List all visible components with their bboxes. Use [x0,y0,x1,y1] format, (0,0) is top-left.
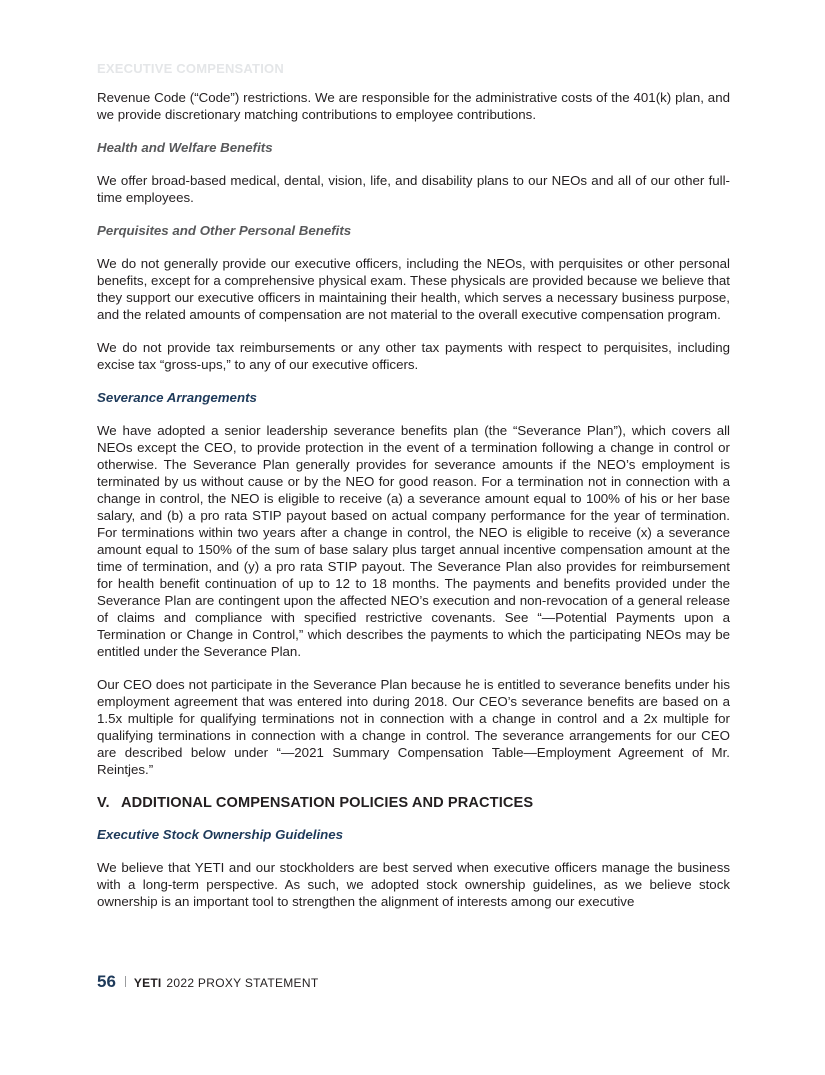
page-number: 56 [97,972,116,991]
footer-document-title: 2022 PROXY STATEMENT [166,976,319,990]
paragraph-health-welfare: We offer broad-based medical, dental, vision, life, and disability plans to our NEOs and all of our other full-time employees. [97,173,730,205]
heading-perquisites: Perquisites and Other Personal Benefits [97,223,352,238]
running-head: EXECUTIVE COMPENSATION [97,61,284,76]
footer-brand: YETI [133,976,162,990]
page-footer [97,972,318,992]
heading-stock-ownership: Executive Stock Ownership Guidelines [97,827,344,842]
paragraph-stock-ownership: We believe that YETI and our stockholders are best served when executive officers manage the business with a long-term perspective. As such, we adopted stock ownership guidelines, as we believe stock ownership is an important tool to strengthen the alignment of interests among our executive [97,860,730,909]
paragraph-401k-continued: Revenue Code (“Code”) restrictions. We are responsible for the administrative costs of the 401(k) plan, and we provide discretionary matching contributions to employee contributions. [97,90,730,122]
section-heading-additional-policies [97,794,730,812]
paragraph-tax-reimbursements: We do not provide tax reimbursements or any other tax payments with respect to perquisites, including excise tax “gross-ups,” to any of our executive officers. [97,340,730,372]
paragraph-perquisites: We do not generally provide our executive officers, including the NEOs, with perquisites or other personal benefits, except for a comprehensive physical exam. These physicals are provided because we believe that they support our executive officers in maintaining their health, which serves a necessary business purpose, and the related amounts of compensation are not material to the overall executive compensation program. [97,256,730,322]
paragraph-ceo-severance: Our CEO does not participate in the Severance Plan because he is entitled to severance benefits under his employment agreement that was entered into during 2018. Our CEO’s severance benefits are based on a 1.5x multiple for qualifying terminations not in connection with a change in control and a 2x multiple for qualifying terminations in connection with a change in control. The severance arrangements for our CEO are described below under “—2021 Summary Compensation Table—Employment Agreement of Mr. Reintjes.” [97,677,730,777]
section-title: ADDITIONAL COMPENSATION POLICIES AND PRACTICES [121,795,534,811]
page-content [97,89,730,926]
heading-severance: Severance Arrangements [97,390,257,405]
paragraph-severance-plan: We have adopted a senior leadership severance benefits plan (the “Severance Plan”), which covers all NEOs except the CEO, to provide protection in the event of a termination following a change in control or otherwise. The Severance Plan generally provides for severance amounts if the NEO’s employment is terminated by us without cause or by the NEO for good reason. For a termination not in connection with a change in control, the NEO is eligible to receive (a) a severance amount equal to 100% of his or her base salary, and (b) a pro rata STIP payout based on actual company performance for the year of termination. For terminations within two years after a change in control, the NEO is eligible to receive (x) a severance amount equal to 150% of the sum of base salary plus target annual incentive compensation amount at the time of termination, and (y) a pro rata STIP payout. The Severance Plan also provides for reimbursement for health benefit continuation of up to 12 to 18 months. The payments and benefits provided under the Severance Plan are contingent upon the affected NEO’s execution and non-revocation of a general release of claims and compliance with specified restrictive covenants. See “—Potential Payments upon a Termination or Change in Control,” which describes the payments to which the participating NEOs may be entitled under the Severance Plan. [97,423,730,659]
heading-health-welfare: Health and Welfare Benefits [97,140,273,155]
section-number: V. [97,795,110,811]
footer-divider [125,976,126,987]
